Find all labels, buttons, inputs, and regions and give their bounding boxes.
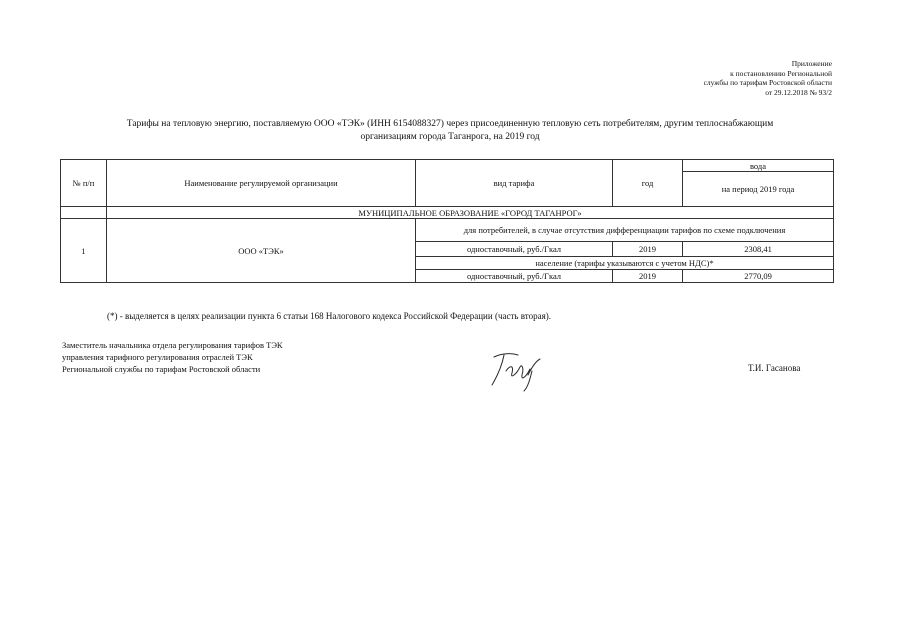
header-tariff-type: вид тарифа <box>416 160 613 207</box>
section-title: МУНИЦИПАЛЬНОЕ ОБРАЗОВАНИЕ «ГОРОД ТАГАНРОГ» <box>107 207 834 219</box>
title-line-2: организациям города Таганрога, на 2019 год <box>360 132 540 142</box>
appendix-line-3: службы по тарифам Ростовской области <box>703 78 832 87</box>
header-org-name: Наименование регулируемой организации <box>107 160 416 207</box>
appendix-line-4: от 29.12.2018 № 93/2 <box>765 87 832 97</box>
document-title <box>60 118 840 144</box>
signer-line-1: Заместитель начальника отдела регулирования тарифов ТЭК <box>62 340 283 350</box>
group1-year: 2019 <box>613 242 683 257</box>
appendix-line-1: Приложение <box>791 59 832 68</box>
group2-tariff-type: одноставочный, руб./Гкал <box>416 270 613 283</box>
appendix-line-2: к постановлению Региональной <box>730 68 832 78</box>
group1-tariff-type: одноставочный, руб./Гкал <box>416 242 613 257</box>
table-row <box>61 219 834 242</box>
signer-line-3: Региональной службы по тарифам Ростовской области <box>62 364 261 374</box>
tariff-table <box>60 159 834 283</box>
row-org: ООО «ТЭК» <box>107 219 416 283</box>
row-number: 1 <box>61 219 107 283</box>
group2-year: 2019 <box>613 270 683 283</box>
section-blank-cell <box>61 207 107 219</box>
header-year: год <box>613 160 683 207</box>
section-row <box>61 207 834 219</box>
header-number: № п/п <box>61 160 107 207</box>
table-header-row <box>61 160 834 172</box>
group2-label: население (тарифы указываются с учетом НДС)* <box>416 257 834 270</box>
group2-value: 2770,09 <box>683 270 834 283</box>
signature-icon <box>488 347 548 393</box>
footnote: (*) - выделяется в целях реализации пункта 6 статьи 168 Налогового кодекса Российской Федерации (часть вторая). <box>107 311 551 321</box>
signer-name: Т.И. Гасанова <box>748 363 801 373</box>
header-water: вода <box>683 160 834 172</box>
group1-label: для потребителей, в случае отсутствия дифференциации тарифов по схеме подключения <box>416 219 834 242</box>
appendix-note <box>612 59 832 97</box>
signer-line-2: управления тарифного регулирования отраслей ТЭК <box>62 352 253 362</box>
signer-position <box>62 339 283 375</box>
title-line-1: Тарифы на тепловую энергию, поставляемую ООО «ТЭК» (ИНН 6154088327) через присоединенную тепловую сеть потребителям, другим теплоснабжающим <box>126 119 774 129</box>
group1-value: 2308,41 <box>683 242 834 257</box>
header-period: на период 2019 года <box>683 172 834 207</box>
